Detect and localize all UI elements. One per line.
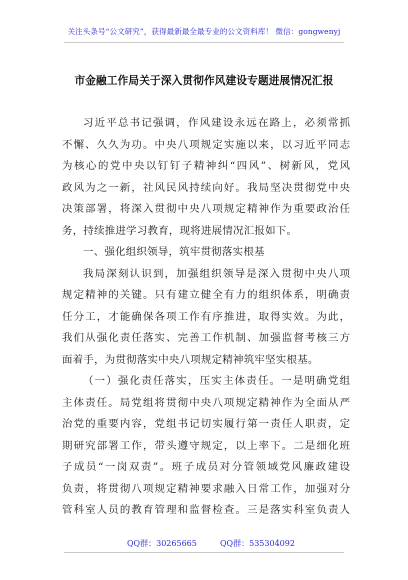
body-line-text: （一）强化责任落实，压实主体责任。一是明确党组	[83, 375, 350, 387]
body-line	[62, 393, 350, 415]
body-line-text: 我局深刻认识到，加强组织领导是深入贯彻中央八项	[83, 267, 350, 280]
page-header-banner: 关注头条号“公文研究”，获得最新最全最专业的公文资料库！ 微信：gongwenyj	[67, 27, 341, 36]
body-line-text: 务，持续推进学习教育，现将进展情况汇报如下。	[62, 224, 298, 237]
body-line	[62, 178, 350, 200]
body-line	[62, 156, 350, 178]
body-line	[62, 113, 350, 135]
header-divider	[64, 42, 344, 43]
body-line-text: 管科室人员的教育管理和监督检查。三是落实科室负责人	[62, 504, 350, 516]
body-line	[62, 242, 350, 264]
body-line-text: 子成员“一岗双责”。班子成员对分管领域党风廉政建设	[62, 461, 350, 473]
body-line	[62, 371, 350, 393]
body-line	[62, 307, 350, 329]
body-line-text: 面着手，为贯彻落实中央八项规定精神筑牢坚实根基。	[62, 353, 319, 366]
document-body	[62, 113, 350, 522]
body-line-text: 政风为之一新，社风民风持续向好。我局坚决贯彻党中央	[62, 181, 350, 194]
body-line-text: 规定精神的关键。只有建立健全有力的组织体系，明确责	[62, 289, 350, 301]
body-line-text: 决策部署，将深入贯彻中央八项规定精神作为重要政治任	[62, 203, 350, 215]
body-line-text: 任分工，才能确保各项工作有序推进，取得实效。为此，	[62, 310, 350, 323]
body-line	[62, 436, 350, 458]
footer-qq-group-2: QQ群：535304092	[220, 539, 295, 548]
body-line-text: 习近平总书记强调，作风建设永远在路上，必须常抓	[83, 117, 350, 129]
body-line	[62, 479, 350, 501]
body-line	[62, 350, 350, 372]
body-line-text: 不懈、久久为功。中央八项规定实施以来，以习近平同志	[62, 138, 350, 151]
body-line	[62, 285, 350, 307]
body-line-text: 为核心的党中央以钉钉子精神纠“四风”、树新风，党风	[62, 160, 350, 172]
document-title: 市金融工作局关于深入贯彻作风建设专题进展情况汇报	[74, 75, 334, 87]
body-line-text: 期研究部署工作，带头遵守规定，以上率下。二是细化班	[62, 439, 350, 452]
body-line-text: 我们从强化责任落实、完善工作机制、加强监督考核三方	[62, 332, 350, 344]
body-line	[62, 135, 350, 157]
body-line-text: 治党的重要内容，党组书记切实履行第一责任人职责，定	[62, 418, 350, 430]
body-line	[62, 199, 350, 221]
body-line	[62, 328, 350, 350]
body-line	[62, 500, 350, 522]
body-line	[62, 457, 350, 479]
body-line-text: 一、强化组织领导，筑牢贯彻落实根基	[83, 246, 265, 258]
body-line	[62, 414, 350, 436]
footer-divider	[64, 552, 344, 553]
footer-qq-group-1: QQ群：30265665	[127, 539, 197, 548]
body-line-text: 主体责任。局党组将贯彻中央八项规定精神作为全面从严	[62, 396, 350, 409]
body-line	[62, 221, 350, 243]
body-line	[62, 264, 350, 286]
body-line-text: 负责，将贯彻八项规定精神要求融入日常工作，加强对分	[62, 482, 350, 495]
